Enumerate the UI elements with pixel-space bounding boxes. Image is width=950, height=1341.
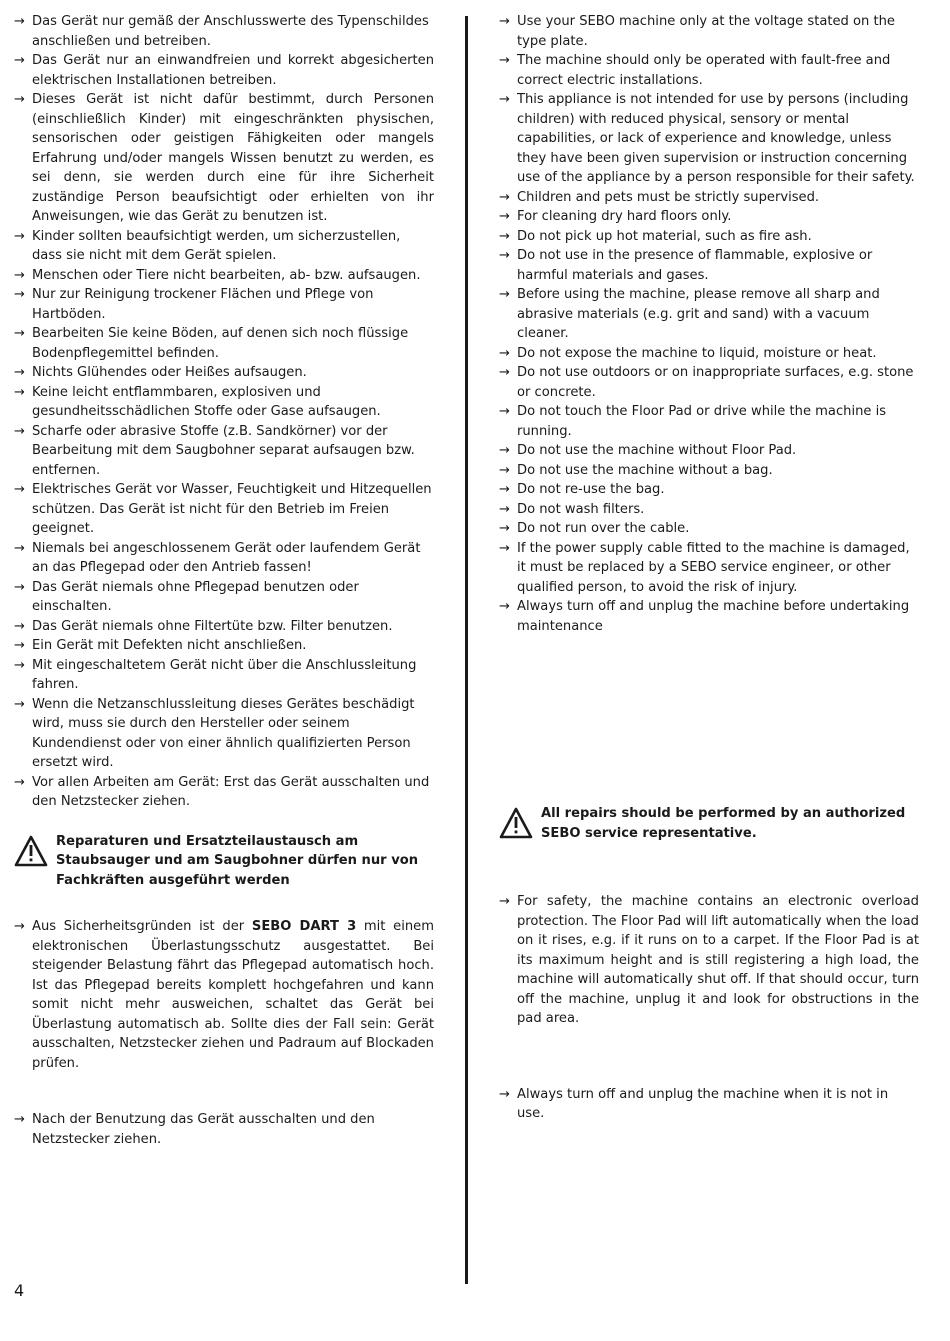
list-item: → Nur zur Reinigung trockener Flächen und Pflege von Hartböden.	[14, 287, 374, 322]
list-item: → Mit eingeschaltetem Gerät nicht über die Anschlussleitung fahren.	[14, 657, 417, 692]
arrow-icon: →	[14, 92, 25, 107]
arrow-icon: →	[14, 423, 25, 439]
english-warning	[499, 804, 919, 846]
arrow-icon: →	[14, 53, 25, 68]
arrow-icon: →	[14, 14, 25, 29]
arrow-icon: →	[499, 14, 510, 29]
arrow-icon: →	[499, 462, 510, 478]
overload-paragraph: → Aus Sicherheitsgründen ist der SEBO DART 3 mit einem elektronischen Überlastungsschutz ausgestattet. Bei steigender Belastung fährt das Pflegepad automatisch hoch. Ist das Pflegepad bereits komplett hochgefahren und kann somit nicht mehr ausweichen, schaltet das Gerät bei Überlastung automatisch ab. Sollte dies der Fall sein: Gerät ausschalten, Netzstecker ziehen und Padraum auf Blockaden prüfen.	[14, 919, 434, 1071]
list-item: → Das Gerät nur an einwandfreien und korrekt abgesicherten elektrischen Installationen betreiben.	[14, 53, 434, 88]
arrow-icon: →	[14, 638, 25, 653]
list-item: → Elektrisches Gerät vor Wasser, Feuchtigkeit und Hitzequellen schützen. Das Gerät ist nicht für den Betrieb im Freien geeignet.	[14, 482, 432, 536]
arrow-icon: →	[499, 248, 510, 263]
arrow-icon: →	[14, 365, 25, 380]
list-item: → For cleaning dry hard floors only.	[499, 207, 919, 227]
arrow-icon: →	[499, 501, 510, 517]
arrow-icon: →	[499, 53, 510, 68]
arrow-icon: →	[499, 443, 510, 458]
list-item: → Do not expose the machine to liquid, moisture or heat.	[499, 344, 919, 364]
list-item: → Do not pick up hot material, such as fire ash.	[499, 227, 919, 247]
list-item: → The machine should only be operated with fault-free and correct electric installations.	[499, 53, 891, 88]
list-item: → Always turn off and unplug the machine before undertaking maintenance	[499, 599, 910, 634]
arrow-icon: →	[14, 774, 25, 790]
list-item: → If the power supply cable fitted to the machine is damaged, it must be replaced by a SEBO service engineer, or other qualified person, to avoid the risk of injury.	[499, 540, 910, 595]
arrow-icon: →	[14, 618, 25, 634]
arrow-icon: →	[499, 92, 510, 107]
list-item: → Keine leicht entflammbaren, explosiven und gesundheitsschädlichen Stoffe oder Gase aufsaugen.	[14, 384, 381, 419]
arrow-icon: →	[14, 384, 25, 400]
arrow-icon: →	[499, 540, 510, 556]
arrow-icon: →	[499, 599, 510, 614]
arrow-icon: →	[499, 894, 510, 909]
arrow-icon: →	[499, 209, 510, 224]
arrow-icon: →	[499, 345, 510, 361]
list-item: → Use your SEBO machine only at the voltage stated on the type plate.	[499, 14, 895, 49]
arrow-icon: →	[14, 1112, 25, 1127]
list-item: → Kinder sollten beaufsichtigt werden, um sicherzustellen, dass sie nicht mit dem Gerät spielen.	[14, 228, 401, 263]
list-item: → Nichts Glühendes oder Heißes aufsaugen.	[14, 363, 434, 383]
page-number: 4	[14, 1281, 25, 1300]
arrow-icon: →	[14, 919, 25, 934]
list-item: → Do not use in the presence of flammable, explosive or harmful materials and gases.	[499, 248, 873, 283]
list-item: → Dieses Gerät ist nicht dafür bestimmt, durch Personen (einschließlich Kinder) mit eingeschränkten physischen, sensorischen oder geistigen Fähigkeiten oder mangels Erfahrung und/oder mangels Wissen benutzt zu werden, es sei denn, sie werden durch eine für ihre Sicherheit zuständige Person beaufsichtigt oder erhielten von ihr Anweisungen, wie das Gerät zu benutzen ist.	[14, 92, 434, 224]
list-item: → This appliance is not intended for use by persons (including children) with reduced physical, sensory or mental capabilities, or lack of experience and knowledge, unless they have been given supervision or instruction concerning use of the appliance by a person responsible for their safety.	[499, 92, 915, 185]
list-item: → Do not use the machine without a bag.	[499, 461, 919, 481]
list-item: → Children and pets must be strictly supervised.	[499, 188, 919, 208]
overload-paragraph: → For safety, the machine contains an electronic overload protection. The Floor Pad will lift automatically when the load on it rises, e.g. if it runs on to a carpet. If the Floor Pad is at its maximum height and is still registering a high load, the machine will automatically shut off. If that should occur, turn off the machine, unplug it and look for obstructions in the pad area.	[499, 894, 919, 1026]
list-item: → Ein Gerät mit Defekten nicht anschließen.	[14, 636, 434, 656]
list-item: → Do not wash filters.	[499, 500, 919, 520]
list-item: → Do not touch the Floor Pad or drive while the machine is running.	[499, 404, 887, 439]
arrow-icon: →	[499, 365, 510, 380]
arrow-icon: →	[14, 326, 25, 341]
arrow-icon: →	[14, 287, 25, 302]
arrow-icon: →	[499, 521, 510, 536]
list-item: → Das Gerät niemals ohne Filtertüte bzw. Filter benutzen.	[14, 617, 434, 637]
after-use-paragraph: → Always turn off and unplug the machine when it is not in use.	[499, 1086, 889, 1121]
german-column	[14, 12, 434, 1149]
arrow-icon: →	[14, 657, 25, 673]
arrow-icon: →	[14, 482, 25, 497]
german-warning	[14, 832, 434, 891]
list-item: → Menschen oder Tiere nicht bearbeiten, ab- bzw. aufsaugen.	[14, 266, 434, 286]
list-item: → Wenn die Netzanschlussleitung dieses Gerätes beschädigt wird, muss sie durch den Hersteller oder seinem Kundendienst oder von einer ähnlich qualifizierten Person ersetzt wird.	[14, 696, 415, 770]
warning-triangle-icon	[14, 835, 48, 867]
arrow-icon: →	[499, 1086, 510, 1102]
list-item: → Das Gerät nur gemäß der Anschlusswerte des Typenschildes anschließen und betreiben.	[14, 14, 429, 49]
arrow-icon: →	[499, 482, 510, 497]
arrow-icon: →	[14, 696, 25, 712]
warning-text: Reparaturen und Ersatzteilaustausch am Staubsauger und am Saugbohner dürfen nur von Fachkräften ausgeführt werden	[56, 833, 419, 888]
warning-triangle-icon	[499, 807, 533, 839]
list-item: → Vor allen Arbeiten am Gerät: Erst das Gerät ausschalten und den Netzstecker ziehen.	[14, 774, 430, 809]
product-name: SEBO DART 3	[251, 919, 357, 934]
warning-text: All repairs should be performed by an authorized SEBO service representative.	[541, 806, 906, 841]
arrow-icon: →	[14, 540, 25, 556]
english-safety-list	[499, 12, 919, 784]
list-item: → Do not re-use the bag.	[499, 480, 919, 500]
column-divider	[465, 16, 468, 1284]
list-item: → Niemals bei angeschlossenem Gerät oder laufendem Gerät an das Pflegepad oder den Antrieb fassen!	[14, 540, 421, 575]
arrow-icon: →	[499, 189, 510, 205]
arrow-icon: →	[14, 228, 25, 244]
arrow-icon: →	[14, 267, 25, 283]
english-column	[499, 12, 919, 1124]
arrow-icon: →	[499, 287, 510, 302]
list-item: → Do not use outdoors or on inappropriate surfaces, e.g. stone or concrete.	[499, 365, 914, 400]
after-use-paragraph: → Nach der Benutzung das Gerät ausschalten und den Netzstecker ziehen.	[14, 1112, 375, 1147]
arrow-icon: →	[14, 579, 25, 595]
list-item: → Do not run over the cable.	[499, 519, 919, 539]
list-item: → Do not use the machine without Floor Pad.	[499, 441, 919, 461]
list-item: → Das Gerät niemals ohne Pflegepad benutzen oder einschalten.	[14, 579, 359, 614]
german-safety-list	[14, 12, 434, 812]
list-item: → Scharfe oder abrasive Stoffe (z.B. Sandkörner) vor der Bearbeitung mit dem Saugbohner separat aufsaugen bzw. entfernen.	[14, 423, 415, 478]
arrow-icon: →	[499, 228, 510, 244]
list-item: → Before using the machine, please remove all sharp and abrasive materials (e.g. grit and sand) with a vacuum cleaner.	[499, 287, 880, 341]
list-item: → Bearbeiten Sie keine Böden, auf denen sich noch flüssige Bodenpflegemittel befinden.	[14, 326, 409, 361]
arrow-icon: →	[499, 404, 510, 419]
